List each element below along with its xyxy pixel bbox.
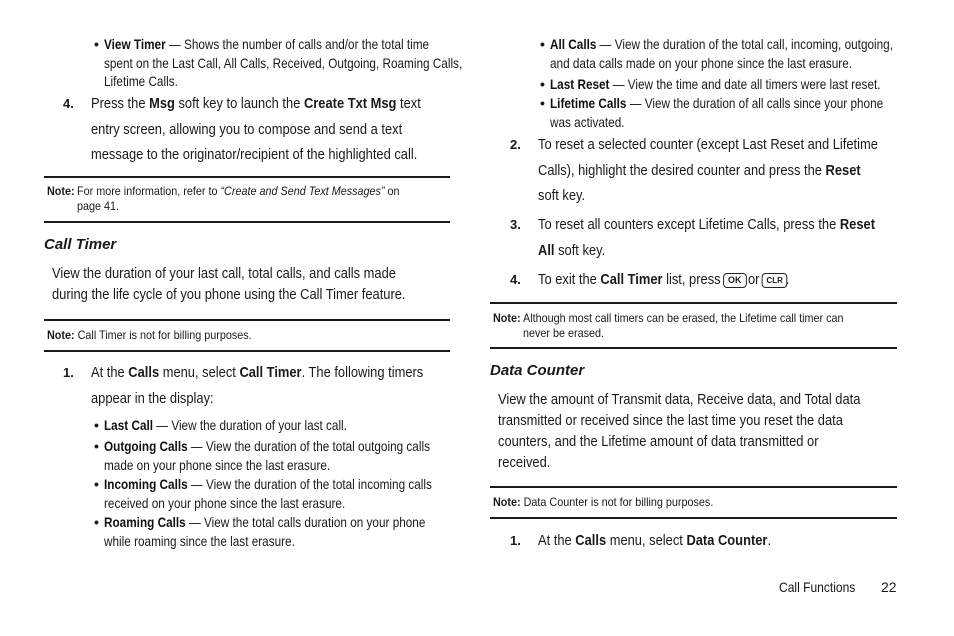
clr-key-icon: CLR xyxy=(761,273,787,288)
bullet-dot: • xyxy=(94,36,99,52)
step-number: 4. xyxy=(63,96,74,111)
footer-section-title: Call Functions xyxy=(779,579,856,595)
intro-paragraph: View the amount of Transmit data, Receive data, and Total data transmitted or received since the last time you reset the data counters, and the Lifetime amount of data transmitted or received. xyxy=(498,391,861,471)
note-rule-bottom xyxy=(490,517,897,519)
note-rule-bottom xyxy=(490,347,897,349)
step-2-text: To reset a selected counter (except Last Reset and Lifetime Calls), highlight the desired counter and press the Reset soft key. xyxy=(538,136,878,204)
bullet-dot: • xyxy=(94,417,99,433)
note-text: Although most call timers can be erased, the Lifetime call timer can never be erased. xyxy=(523,311,844,340)
bullet-dot: • xyxy=(94,438,99,454)
note-rule-top xyxy=(44,176,450,178)
step-number: 3. xyxy=(510,217,521,232)
bullet-view-timer: View Timer — Shows the number of calls and/or the total time spent on the Last Call, All Calls, Received, Outgoing, Roaming Calls, Lifetime Calls. xyxy=(104,36,463,89)
section-heading: Data Counter xyxy=(490,362,585,379)
note-rule-top xyxy=(490,486,897,488)
step-3-text: To reset all counters except Lifetime Calls, press the Reset All soft key. xyxy=(538,216,875,259)
note-label: Note: xyxy=(493,311,521,325)
bullet-dot: • xyxy=(94,476,99,492)
note-box: Note: Call Timer is not for billing purposes. xyxy=(47,328,252,342)
bullet-outgoing-calls: Outgoing Calls — View the duration of the total outgoing calls made on your phone since the last erasure. xyxy=(104,438,430,473)
bullet-last-reset: Last Reset — View the time and date all timers were last reset. xyxy=(550,76,881,92)
bullet-dot: • xyxy=(540,36,545,52)
step-1-text: At the Calls menu, select Data Counter. xyxy=(538,532,772,549)
step-number: 4. xyxy=(510,272,521,287)
intro-paragraph: View the duration of your last call, total calls, and calls made during the life cycle of you phone using the Call Timer feature. xyxy=(52,265,406,303)
note-rule-bottom xyxy=(44,350,450,352)
bullet-lifetime-calls: Lifetime Calls — View the duration of all calls since your phone was activated. xyxy=(550,95,884,130)
step-number: 2. xyxy=(510,137,521,152)
step-1-text: At the Calls menu, select Call Timer. The following timers appear in the display: xyxy=(91,364,424,407)
page-number: 22 xyxy=(881,579,897,595)
note-rule-top xyxy=(490,302,897,304)
note-box: Note: Data Counter is not for billing purposes. xyxy=(493,495,714,509)
step-4-text: Press the Msg soft key to launch the Create Txt Msg text entry screen, allowing you to compose and send a text message to the originator/recipient of the highlighted call. xyxy=(91,95,421,163)
note-text: For more information, refer to “Create and Send Text Messages” on page 41. xyxy=(77,184,400,213)
bullet-dot: • xyxy=(540,76,545,92)
bullet-dot: • xyxy=(94,514,99,530)
step-number: 1. xyxy=(63,365,74,380)
step-4-text: To exit the Call Timer list, press OK or CLR . xyxy=(538,271,790,288)
bullet-incoming-calls: Incoming Calls — View the duration of the total incoming calls received on your phone since the last erasure. xyxy=(104,476,432,511)
bullet-last-call: Last Call — View the duration of your last call. xyxy=(104,417,347,433)
note-rule-bottom xyxy=(44,221,450,223)
ok-key-icon: OK xyxy=(723,273,746,288)
section-heading: Call Timer xyxy=(44,236,117,253)
bullet-all-calls: All Calls — View the duration of the total call, incoming, outgoing, and data calls made on your phone since the last erasure. xyxy=(550,36,893,71)
note-label: Note: xyxy=(47,184,75,198)
note-rule-top xyxy=(44,319,450,321)
step-number: 1. xyxy=(510,533,521,548)
bullet-dot: • xyxy=(540,95,545,111)
bullet-roaming-calls: Roaming Calls — View the total calls duration on your phone while roaming since the last erasure. xyxy=(104,514,426,549)
